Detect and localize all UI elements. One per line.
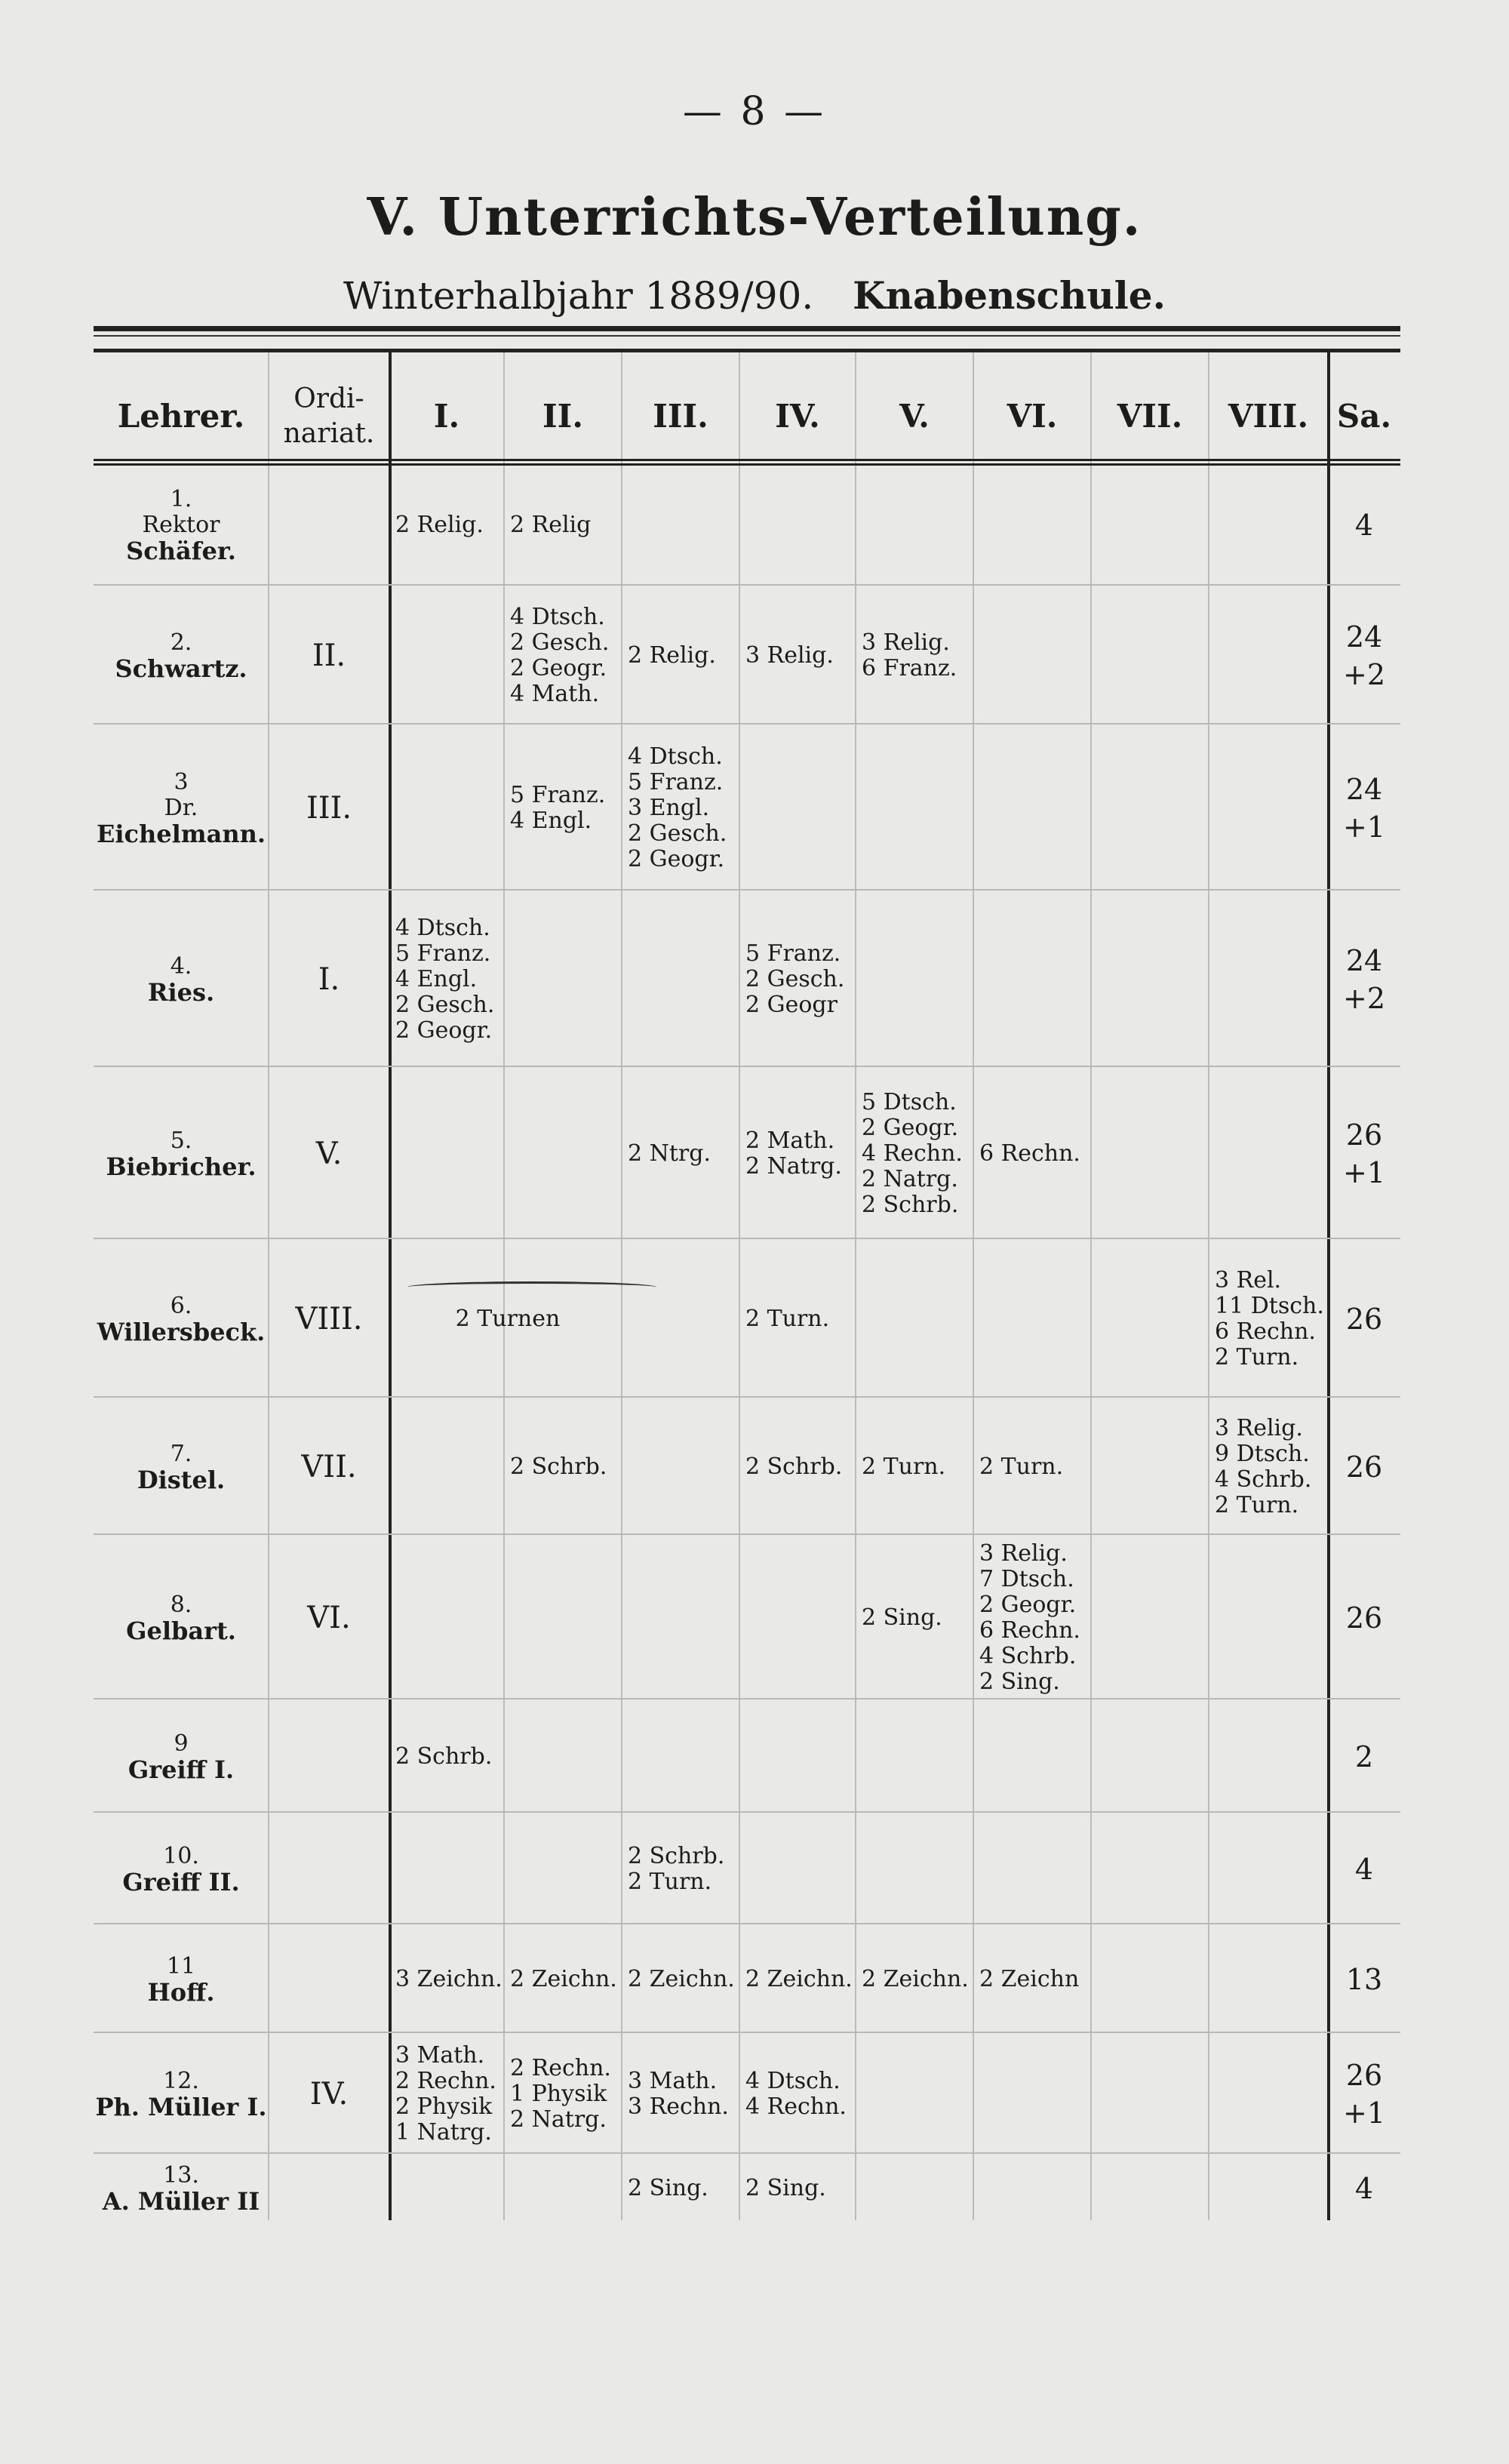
lesson-entry: 3 Math. — [628, 2068, 718, 2094]
header-rule-top — [94, 350, 1400, 352]
row-divider — [94, 2032, 1400, 2033]
teacher-cell — [94, 1242, 269, 1396]
lesson-entry: 4 Engl. — [510, 807, 592, 834]
sum-value: 4 — [1354, 1853, 1374, 1886]
lesson-cell — [628, 1070, 738, 1238]
column-divider — [855, 349, 856, 2220]
column-header: Lehrer. — [117, 398, 245, 435]
column-header: III. — [653, 398, 708, 435]
sum-cell — [1328, 1401, 1400, 1533]
teacher-number: 8. — [170, 1592, 192, 1618]
lesson-cell — [745, 589, 854, 723]
column-divider — [739, 349, 740, 2220]
top-rule-thin — [94, 335, 1400, 337]
lesson-entry: 2 Zeichn. — [862, 1966, 969, 1992]
column-header: V. — [899, 398, 930, 435]
lesson-cell — [395, 1242, 620, 1396]
subtitle-school: Knabenschule. — [853, 273, 1166, 318]
lesson-entry: 2 Gesch. — [510, 629, 610, 656]
lesson-entry: 2 Turn. — [1215, 1344, 1299, 1370]
lesson-cell — [745, 1927, 854, 2032]
lesson-entry: 4 Schrb. — [979, 1643, 1077, 1669]
teacher-name: Willersbeck. — [97, 1318, 266, 1346]
lesson-entry: 4 Rechn. — [745, 2093, 847, 2120]
teacher-cell — [94, 894, 269, 1066]
lesson-entry: 2 Rechn. — [395, 2068, 496, 2094]
lesson-entry: 2 Sing. — [745, 2175, 826, 2201]
lesson-cell — [862, 1927, 972, 2032]
column-header: VII. — [1117, 398, 1183, 435]
lesson-cell — [979, 1927, 1089, 2032]
lesson-cell — [395, 466, 502, 584]
teacher-cell — [94, 1816, 269, 1923]
lesson-entry: 2 Math. — [745, 1127, 835, 1154]
sum-value: 13 — [1345, 1963, 1383, 1996]
lesson-entry: 5 Franz. — [510, 782, 606, 808]
lesson-entry: 2 Schrb. — [510, 1453, 607, 1480]
teacher-cell — [94, 466, 269, 584]
column-header: Sa. — [1336, 398, 1392, 435]
lesson-entry: 9 Dtsch. — [1215, 1441, 1310, 1467]
lesson-entry: 2 Sing. — [628, 2175, 708, 2201]
lesson-cell — [745, 2157, 854, 2220]
teacher-number: 6. — [170, 1293, 192, 1319]
lesson-entry: 2 Gesch. — [745, 966, 845, 992]
lesson-entry: 2 Natrg. — [745, 1153, 842, 1180]
lesson-entry: 5 Franz. — [395, 940, 491, 967]
lesson-cell — [510, 728, 620, 889]
teacher-cell — [94, 1538, 269, 1698]
lesson-entry: 2 Zeichn — [979, 1966, 1080, 1992]
teacher-name: Gelbart. — [126, 1617, 236, 1645]
teacher-name: Greiff II. — [122, 1868, 240, 1896]
sum-value: 4 — [1354, 509, 1374, 542]
lesson-entry: 2 Natrg. — [510, 2106, 607, 2133]
lesson-entry: 2 Geogr. — [862, 1115, 959, 1141]
lesson-cell — [628, 2036, 738, 2152]
sum-value: 26 — [1345, 1450, 1383, 1484]
sum-cell — [1328, 466, 1400, 584]
row-divider — [94, 1066, 1400, 1067]
lesson-entry: 5 Franz. — [628, 769, 724, 795]
lesson-cell — [745, 1401, 854, 1533]
subtitle-term: Winterhalbjahr 1889/90. — [343, 274, 814, 318]
lesson-entry: 3 Math. — [395, 2042, 485, 2069]
lesson-entry: 3 Zeichn. — [395, 1966, 502, 1992]
column-header: VIII. — [1228, 398, 1309, 435]
teacher-number: 9 — [174, 1730, 189, 1757]
lesson-entry: 2 Natrg. — [862, 1166, 958, 1192]
sum-value: 24 — [1345, 620, 1383, 654]
lesson-entry: 2 Turn. — [862, 1453, 946, 1480]
sum-value: +1 — [1342, 1156, 1386, 1189]
ordinariat-cell: I. — [318, 962, 340, 997]
lesson-entry: 2 Zeichn. — [628, 1966, 735, 1992]
lesson-entry: 6 Rechn. — [1215, 1318, 1316, 1345]
teacher-number: 7. — [170, 1441, 192, 1467]
sum-value: 24 — [1345, 773, 1383, 806]
teacher-number: 11 — [166, 1953, 196, 1980]
column-divider — [1090, 349, 1092, 2220]
distribution-table — [94, 349, 1400, 2220]
teacher-number: 13. — [163, 2162, 199, 2189]
lesson-entry: 4 Engl. — [395, 966, 478, 992]
teacher-cell — [94, 1703, 269, 1811]
lesson-cell — [395, 1703, 502, 1811]
lesson-cell — [862, 1538, 972, 1698]
lesson-entry: 2 Geogr. — [395, 1017, 493, 1044]
header-rule-bottom — [94, 463, 1400, 466]
section-title: V. Unterrichts-Verteilung. — [367, 187, 1142, 248]
lesson-cell — [395, 2036, 502, 2152]
lesson-cell — [979, 1070, 1089, 1238]
lesson-entry: 6 Franz. — [862, 655, 957, 681]
lesson-entry: 5 Dtsch. — [862, 1089, 957, 1115]
sum-value: 24 — [1345, 944, 1383, 977]
teacher-name: Ph. Müller I. — [95, 2093, 267, 2121]
ordinariat-cell: VI. — [307, 1601, 351, 1635]
column-header: Ordi- nariat. — [283, 383, 375, 449]
teacher-number: 10. — [163, 1843, 199, 1869]
sum-value: 26 — [1345, 1118, 1383, 1152]
lesson-cell — [628, 1816, 738, 1923]
lesson-entry: 3 Relig. — [1215, 1415, 1303, 1441]
lesson-entry: 6 Rechn. — [979, 1617, 1080, 1644]
lesson-entry: 2 Schrb. — [862, 1192, 959, 1218]
row-divider — [94, 1811, 1400, 1813]
header-rule-bottom — [94, 459, 1400, 461]
row-divider — [94, 1923, 1400, 1924]
teacher-cell — [94, 728, 269, 889]
lesson-cell — [510, 2036, 620, 2152]
ordinariat-cell: IV. — [309, 2077, 349, 2112]
sum-value: +2 — [1342, 982, 1386, 1015]
lesson-entry: 2 Sing. — [979, 1669, 1060, 1695]
teacher-number: 3 — [174, 769, 189, 795]
row-divider — [94, 1396, 1400, 1398]
lesson-entry: 4 Math. — [510, 681, 600, 707]
teacher-cell — [94, 1927, 269, 2032]
row-divider — [94, 1533, 1400, 1535]
lesson-entry: 2 Geogr. — [510, 655, 607, 681]
teacher-number: 1. — [170, 486, 192, 512]
lesson-entry: 4 Dtsch. — [510, 604, 605, 630]
lesson-cell — [862, 1070, 972, 1238]
row-divider — [94, 1238, 1400, 1239]
sum-value: +1 — [1342, 2096, 1386, 2130]
teacher-name: Biebricher. — [106, 1152, 257, 1181]
sum-cell — [1328, 1070, 1400, 1238]
sum-cell — [1328, 1703, 1400, 1811]
teacher-title: Dr. — [164, 795, 198, 821]
lesson-cell — [745, 2036, 854, 2152]
lesson-entry: 3 Relig. — [745, 642, 834, 669]
lesson-cell — [979, 1401, 1089, 1533]
ordinariat-cell: III. — [306, 791, 352, 826]
ordinariat-cell: V. — [315, 1137, 343, 1171]
column-header: II. — [542, 398, 583, 435]
lesson-entry: 2 Gesch. — [395, 992, 495, 1018]
lesson-entry: 4 Rechn. — [862, 1140, 963, 1167]
sum-value: +1 — [1342, 811, 1386, 844]
lesson-cell — [628, 589, 738, 723]
lesson-cell — [628, 728, 738, 889]
lesson-entry: 2 Geogr — [745, 992, 837, 1018]
lesson-entry: 3 Rechn. — [628, 2093, 729, 2120]
row-divider — [94, 584, 1400, 586]
sum-cell — [1328, 894, 1400, 1066]
lesson-entry: 2 Schrb. — [745, 1453, 843, 1480]
row-divider — [94, 723, 1400, 724]
lesson-entry: 2 Turn. — [1215, 1492, 1299, 1518]
sum-value: 4 — [1354, 2172, 1374, 2205]
sum-cell — [1328, 2157, 1400, 2220]
lesson-entry: 3 Relig. — [979, 1540, 1068, 1567]
ordinariat-cell: VIII. — [295, 1302, 363, 1337]
lesson-entry: 4 Dtsch. — [395, 915, 490, 941]
lesson-cell — [862, 1401, 972, 1533]
sum-cell — [1328, 728, 1400, 889]
lesson-entry: 2 Schrb. — [395, 1743, 493, 1770]
lesson-entry: 2 Gesch. — [628, 820, 727, 847]
lesson-entry: 3 Relig. — [862, 629, 950, 656]
teacher-name: A. Müller II — [102, 2187, 260, 2216]
sum-cell — [1328, 1927, 1400, 2032]
teacher-name: Distel. — [137, 1466, 226, 1494]
row-divider — [94, 2152, 1400, 2154]
sum-value: 26 — [1345, 2059, 1383, 2092]
lesson-cell — [510, 1401, 620, 1533]
lesson-entry: 5 Franz. — [745, 940, 841, 967]
teacher-number: 4. — [170, 953, 192, 980]
lesson-entry: 2 Rechn. — [510, 2055, 611, 2081]
row-divider — [94, 889, 1400, 891]
column-header: I. — [433, 398, 460, 435]
sum-cell — [1328, 589, 1400, 723]
lesson-entry: 4 Schrb. — [1215, 1466, 1312, 1493]
sum-cell — [1328, 1816, 1400, 1923]
lesson-cell — [628, 1927, 738, 2032]
lesson-cell — [510, 466, 620, 584]
lesson-entry: 2 Relig. — [628, 642, 716, 669]
teacher-title: Rektor — [142, 512, 220, 538]
teacher-name: Hoff. — [147, 1978, 215, 2007]
lesson-entry: 4 Dtsch. — [628, 743, 723, 770]
lesson-entry: 2 Turn. — [745, 1306, 830, 1332]
ordinariat-cell: VII. — [301, 1450, 357, 1484]
sum-cell — [1328, 1242, 1400, 1396]
sum-value: 26 — [1345, 1303, 1383, 1336]
teacher-name: Schwartz. — [115, 654, 247, 683]
lesson-cell — [1215, 1401, 1326, 1533]
column-divider — [1208, 349, 1209, 2220]
lesson-entry: 1 Natrg. — [395, 2119, 492, 2146]
lesson-entry: 2 Physik — [395, 2093, 493, 2120]
lesson-cell — [745, 1242, 854, 1396]
brace-icon — [407, 1281, 656, 1293]
lesson-entry: 2 Sing. — [862, 1604, 942, 1631]
column-header: VI. — [1007, 398, 1058, 435]
teacher-name: Schäfer. — [126, 537, 236, 565]
lesson-entry: 2 Geogr. — [979, 1592, 1077, 1618]
lesson-cell — [1215, 1242, 1326, 1396]
ordinariat-cell: II. — [312, 638, 346, 673]
lesson-entry: 2 Schrb. — [628, 1843, 725, 1869]
lesson-entry: 3 Engl. — [628, 795, 710, 821]
lesson-entry: 2 Zeichn. — [745, 1966, 853, 1992]
column-header: IV. — [775, 398, 820, 435]
lesson-entry: 1 Physik — [510, 2081, 607, 2107]
lesson-cell — [510, 1927, 620, 2032]
lesson-entry: 2 Relig. — [395, 512, 484, 538]
lesson-entry: 11 Dtsch. — [1215, 1293, 1324, 1319]
lesson-entry: 2 Zeichn. — [510, 1966, 617, 1992]
lesson-cell — [510, 589, 620, 723]
teacher-cell — [94, 2036, 269, 2152]
sum-value: +2 — [1342, 658, 1386, 691]
teacher-name: Ries. — [147, 978, 215, 1007]
lesson-entry: 4 Dtsch. — [745, 2068, 841, 2094]
lesson-cell — [395, 1927, 502, 2032]
teacher-cell — [94, 2157, 269, 2220]
column-divider — [973, 349, 974, 2220]
teacher-cell — [94, 1070, 269, 1238]
lesson-entry: 2 Turn. — [628, 1869, 712, 1895]
lesson-cell — [395, 894, 502, 1066]
teacher-name: Eichelmann. — [96, 820, 266, 848]
lesson-entry: 2 Ntrg. — [628, 1140, 711, 1167]
lesson-cell — [979, 1538, 1089, 1698]
page-number: — 8 — — [682, 89, 827, 134]
lesson-entry: 2 Geogr. — [628, 846, 725, 872]
lesson-entry: 2 Turnen — [455, 1306, 561, 1332]
lesson-entry: 3 Rel. — [1215, 1267, 1282, 1294]
sum-cell — [1328, 1538, 1400, 1698]
teacher-name: Greiff I. — [128, 1755, 235, 1784]
teacher-cell — [94, 589, 269, 723]
sum-value: 2 — [1354, 1740, 1374, 1773]
teacher-number: 2. — [170, 629, 192, 656]
sum-value: 26 — [1345, 1601, 1383, 1635]
lesson-cell — [862, 589, 972, 723]
teacher-number: 5. — [170, 1127, 192, 1154]
lesson-cell — [745, 894, 854, 1066]
top-rule — [94, 326, 1400, 331]
sum-cell — [1328, 2036, 1400, 2152]
lesson-entry: 2 Relig — [510, 512, 592, 538]
lesson-entry: 7 Dtsch. — [979, 1566, 1074, 1592]
lesson-cell — [745, 1070, 854, 1238]
lesson-entry: 2 Turn. — [979, 1453, 1064, 1480]
lesson-cell — [628, 2157, 738, 2220]
subtitle — [0, 273, 1509, 318]
teacher-cell — [94, 1401, 269, 1533]
row-divider — [94, 1698, 1400, 1700]
lesson-entry: 6 Rechn. — [979, 1140, 1080, 1167]
teacher-number: 12. — [163, 2068, 199, 2094]
